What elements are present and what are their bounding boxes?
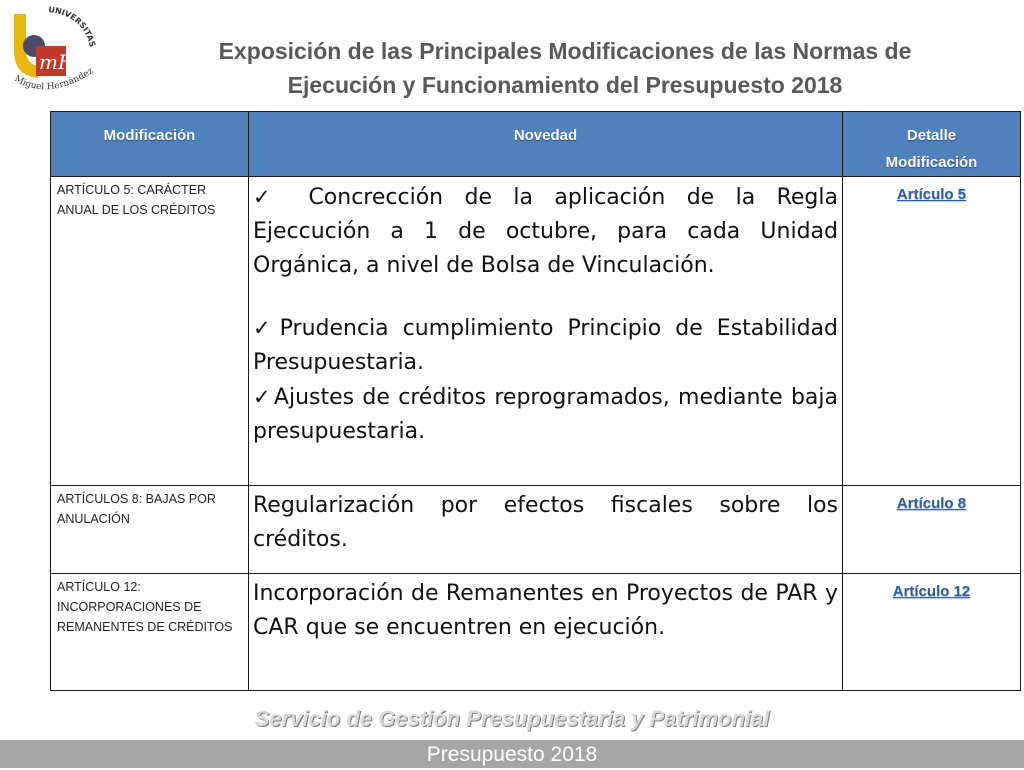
table-header-row <box>51 112 1021 177</box>
articulo-8-link[interactable]: Artículo 8 <box>896 495 967 512</box>
check-icon: ✓ <box>253 316 278 340</box>
row-detalle <box>843 486 1021 574</box>
novedad-bullet: ✓Prudencia cumplimiento Principio de Estabilidad Presupuestaria. <box>253 316 838 375</box>
row-detalle <box>843 574 1021 691</box>
table-row <box>51 177 1021 486</box>
row-modificacion: ARTÍCULOS 8: BAJAS POR ANULACIÓN <box>51 486 249 574</box>
title-line-1: Exposición de las Principales Modificaciones de las Normas de <box>218 38 912 64</box>
header-detalle: Detalle Modificación <box>843 112 1021 177</box>
row-novedad: Incorporación de Remanentes en Proyectos de PAR y CAR que se encuentren en ejecución. <box>249 574 843 691</box>
row-novedad <box>249 177 843 486</box>
novedad-bullet: ✓Ajustes de créditos reprogramados, mediante baja presupuestaria. <box>253 385 838 444</box>
row-modificacion: ARTÍCULO 12: INCORPORACIONES DE REMANENTES DE CRÉDITOS <box>51 574 249 691</box>
check-icon: ✓ <box>253 185 286 209</box>
modifications-table <box>50 111 1021 691</box>
row-detalle <box>843 177 1021 486</box>
check-icon: ✓ <box>253 385 272 409</box>
articulo-12-link[interactable]: Artículo 12 <box>892 583 971 600</box>
svg-text:Miguel Hernández: Miguel Hernández <box>12 66 96 93</box>
articulo-5-link[interactable]: Artículo 5 <box>896 186 967 203</box>
title-line-2: Ejecución y Funcionamiento del Presupuesto 2018 <box>287 72 843 98</box>
header-modificacion: Modificación <box>51 112 249 177</box>
svg-text:UNIVERSITAS: UNIVERSITAS <box>47 6 97 48</box>
university-logo-icon <box>8 6 100 98</box>
footer-bar: Presupuesto 2018 <box>0 740 1024 768</box>
row-novedad: Regularización por efectos fiscales sobre los créditos. <box>249 486 843 574</box>
table-row <box>51 574 1021 691</box>
novedad-bullet: ✓ Concrección de la aplicación de la Regla Ejeccución a 1 de octubre, para cada Unidad Orgánica, a nivel de Bolsa de Vinculación. <box>253 185 838 278</box>
footer-service-name: Servicio de Gestión Presupuestaria y Patrimonial <box>254 706 770 731</box>
svg-text:mH: mH <box>39 50 76 74</box>
table-row <box>51 486 1021 574</box>
row-modificacion: ARTÍCULO 5: CARÁCTER ANUAL DE LOS CRÉDITOS <box>51 177 249 486</box>
page-title <box>110 34 1020 102</box>
header-novedad: Novedad <box>249 112 843 177</box>
